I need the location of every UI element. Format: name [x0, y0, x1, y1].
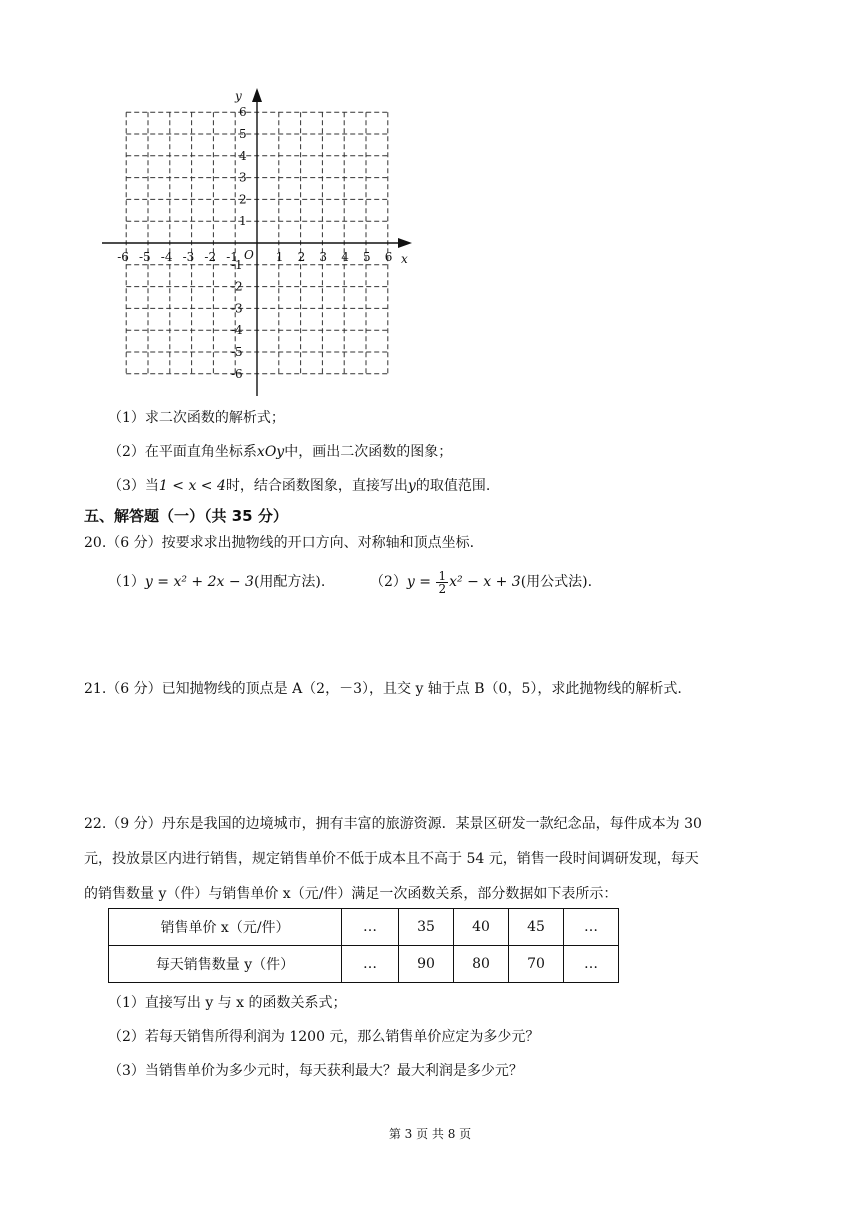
- q19-part2: [108, 442, 452, 462]
- q20-part2: [370, 568, 592, 596]
- y-tick-label: 6: [239, 105, 247, 120]
- y-tick-label: 1: [239, 214, 247, 229]
- q22-part1: （1）直接写出 y 与 x 的函数关系式；: [108, 995, 347, 1011]
- coordinate-grid-figure: [100, 86, 420, 398]
- q19-part1: （1）求二次函数的解析式；: [108, 410, 285, 426]
- y-tick-label: -5: [231, 345, 243, 359]
- q20-part1-method: (用配方法).: [253, 574, 326, 590]
- y-tick-label: -6: [231, 366, 243, 381]
- y-tick-label: -3: [231, 301, 243, 316]
- q22-line3: 的销售数量 y（件）与销售单价 x（元/件）满足一次函数关系，部分数据如下表所示：: [84, 886, 618, 902]
- x-tick-label: -2: [204, 250, 217, 264]
- q20-part2-math-post: x² − x + 3: [449, 574, 521, 590]
- fraction-numerator: 1: [438, 568, 447, 583]
- y-tick-label: 4: [239, 148, 247, 163]
- table-cell: …: [564, 909, 619, 946]
- q20-part2-method: (用公式法).: [520, 574, 593, 590]
- section-title: 五、解答题（一）（共 35 分）: [84, 507, 288, 525]
- q20-part2-fraction: [436, 570, 448, 595]
- x-tick-label: 2: [297, 250, 306, 264]
- q19-part2-post: 中，画出二次函数的图象；: [284, 444, 453, 460]
- x-axis-label: x: [401, 252, 408, 266]
- x-tick-label: -6: [117, 250, 129, 264]
- q22-line2: 元，投放景区内进行销售，规定销售单价不低于成本且不高于 54 元，销售一段时间调研发现，每天: [84, 851, 699, 867]
- q22-part3: （3）当销售单价为多少元时，每天获利最大？最大利润是多少元？: [108, 1063, 523, 1079]
- x-tick-label: -5: [139, 250, 151, 264]
- tick-labels: [117, 89, 408, 381]
- q20-part1-label: （1）: [108, 574, 145, 590]
- table-cell: 40: [454, 909, 509, 946]
- origin-label: O: [244, 248, 254, 262]
- q19-part2-math: xOy: [256, 444, 285, 460]
- table-row: [109, 909, 619, 946]
- fraction-denominator: 2: [438, 581, 447, 596]
- x-tick-label: 5: [363, 250, 371, 264]
- q19-part3-post: 的取值范围.: [415, 478, 491, 494]
- y-axis-label: y: [235, 89, 242, 103]
- table-row-header: 销售单价 x（元/件）: [109, 909, 342, 946]
- x-tick-label: 6: [384, 250, 393, 264]
- q22-line1: 22.（9 分）丹东是我国的边境城市，拥有丰富的旅游资源．某景区研发一款纪念品，每件成本为 30: [84, 816, 702, 832]
- x-tick-label: -4: [160, 250, 173, 264]
- q20-stem: 20.（6 分）按要求求出抛物线的开口方向、对称轴和顶点坐标.: [84, 535, 475, 551]
- y-axis-arrow-icon: [252, 88, 262, 102]
- y-tick-label: -2: [231, 279, 243, 294]
- table-row-header: 每天销售数量 y（件）: [109, 946, 342, 983]
- q20-part1-math: y = x² + 2x − 3: [144, 574, 254, 590]
- table-cell: …: [342, 946, 399, 983]
- q22-part2: （2）若每天销售所得利润为 1200 元，那么销售单价应定为多少元？: [108, 1029, 540, 1045]
- table-row: [109, 946, 619, 983]
- table-cell: 45: [509, 909, 564, 946]
- table-cell: 80: [454, 946, 509, 983]
- q19-part3-var: y: [407, 478, 416, 494]
- q19-part3: [108, 476, 490, 496]
- x-tick-label: 3: [319, 250, 328, 264]
- q20-part2-math-pre: y =: [406, 574, 432, 590]
- q20-part2-label: （2）: [370, 574, 407, 590]
- y-tick-label: -1: [231, 257, 243, 272]
- y-tick-label: 3: [239, 170, 247, 185]
- x-tick-label: -1: [226, 250, 238, 264]
- table-cell: …: [342, 909, 399, 946]
- y-tick-label: 2: [239, 192, 247, 207]
- table-cell: 90: [399, 946, 454, 983]
- q19-part3-pre: （3）当: [108, 478, 159, 494]
- q19-part3-mid: 时，结合函数图象，直接写出: [225, 478, 408, 494]
- table-cell: 35: [399, 909, 454, 946]
- q19-part2-pre: （2）在平面直角坐标系: [108, 444, 257, 460]
- sales-data-table: [108, 908, 619, 983]
- page-footer: 第 3 页 共 8 页: [388, 1127, 472, 1141]
- table-cell: 70: [509, 946, 564, 983]
- x-tick-label: -3: [182, 250, 195, 264]
- y-tick-label: 5: [239, 127, 247, 141]
- x-axis-arrow-icon: [398, 238, 412, 248]
- y-tick-label: -4: [231, 323, 243, 338]
- x-tick-label: 1: [275, 250, 284, 264]
- q21-stem: 21.（6 分）已知抛物线的顶点是 A（2，－3），且交 y 轴于点 B（0，5），求此抛物线的解析式.: [84, 681, 682, 697]
- x-tick-label: 4: [341, 250, 349, 264]
- q19-part3-math: 1 < x < 4: [158, 478, 226, 494]
- q20-part1: [108, 572, 325, 592]
- table-cell: …: [564, 946, 619, 983]
